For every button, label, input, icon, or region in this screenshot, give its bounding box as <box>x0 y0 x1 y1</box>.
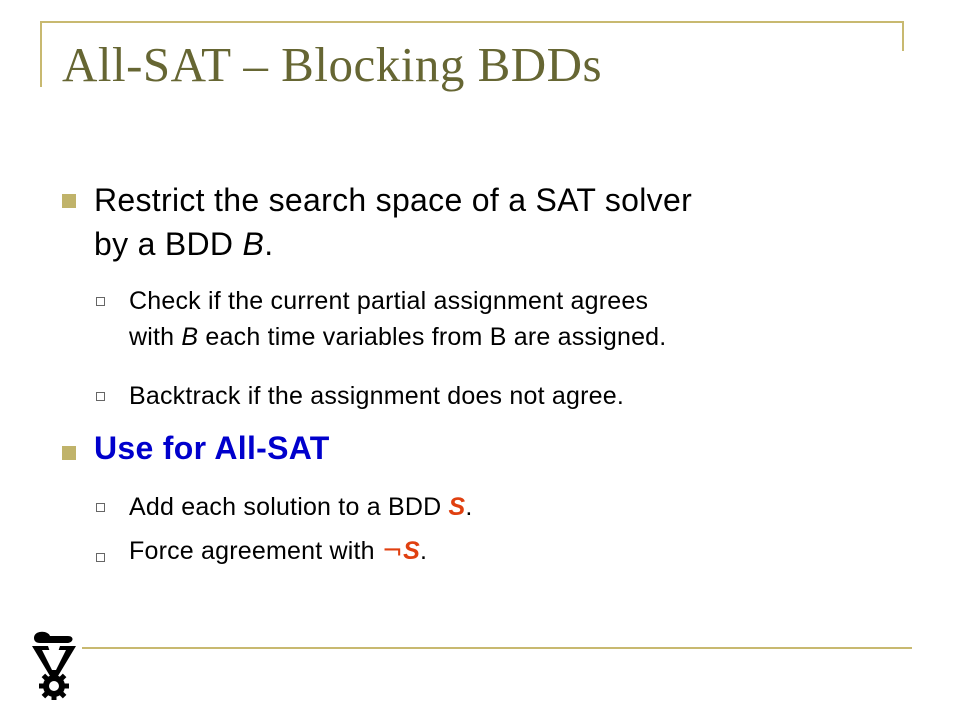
technion-logo-icon <box>28 628 80 700</box>
text-run: each time variables from B are assigned. <box>198 323 667 351</box>
subbullet-2-1 <box>129 489 473 525</box>
subbullet-marker <box>96 503 105 512</box>
text-run: . <box>419 537 428 565</box>
subbullet-marker <box>96 553 105 562</box>
text-run: by a BDD <box>94 226 243 262</box>
variable-b: B <box>242 226 265 262</box>
subbullet-marker <box>96 297 105 306</box>
bullet-marker <box>62 446 76 460</box>
subbullet-1-1-line-1: Check if the current partial assignment agrees <box>129 287 649 315</box>
subbullet-1-1-line-2 <box>129 319 666 355</box>
bullet-marker <box>62 194 76 208</box>
text-run: Force agreement with <box>129 537 382 565</box>
variable-s: S <box>403 537 420 565</box>
subbullet-2-2 <box>129 533 427 569</box>
subbullet-1-2: Backtrack if the assignment does not agree. <box>129 382 624 410</box>
footer-line <box>82 647 912 649</box>
variable-b: B <box>181 323 199 351</box>
text-run: . <box>264 226 274 262</box>
text-run: . <box>465 493 473 521</box>
variable-s: S <box>448 493 466 521</box>
bullet-1-line-2 <box>94 222 273 266</box>
bullet-1-line-1: Restrict the search space of a SAT solver <box>94 182 693 218</box>
negation-symbol: ¬ <box>381 536 404 565</box>
bullet-2-heading: Use for All-SAT <box>94 430 330 466</box>
subbullet-marker <box>96 392 105 401</box>
text-run: with <box>129 323 182 351</box>
text-run: Add each solution to a BDD <box>129 493 449 521</box>
slide-title: All-SAT – Blocking BDDs <box>62 37 603 92</box>
